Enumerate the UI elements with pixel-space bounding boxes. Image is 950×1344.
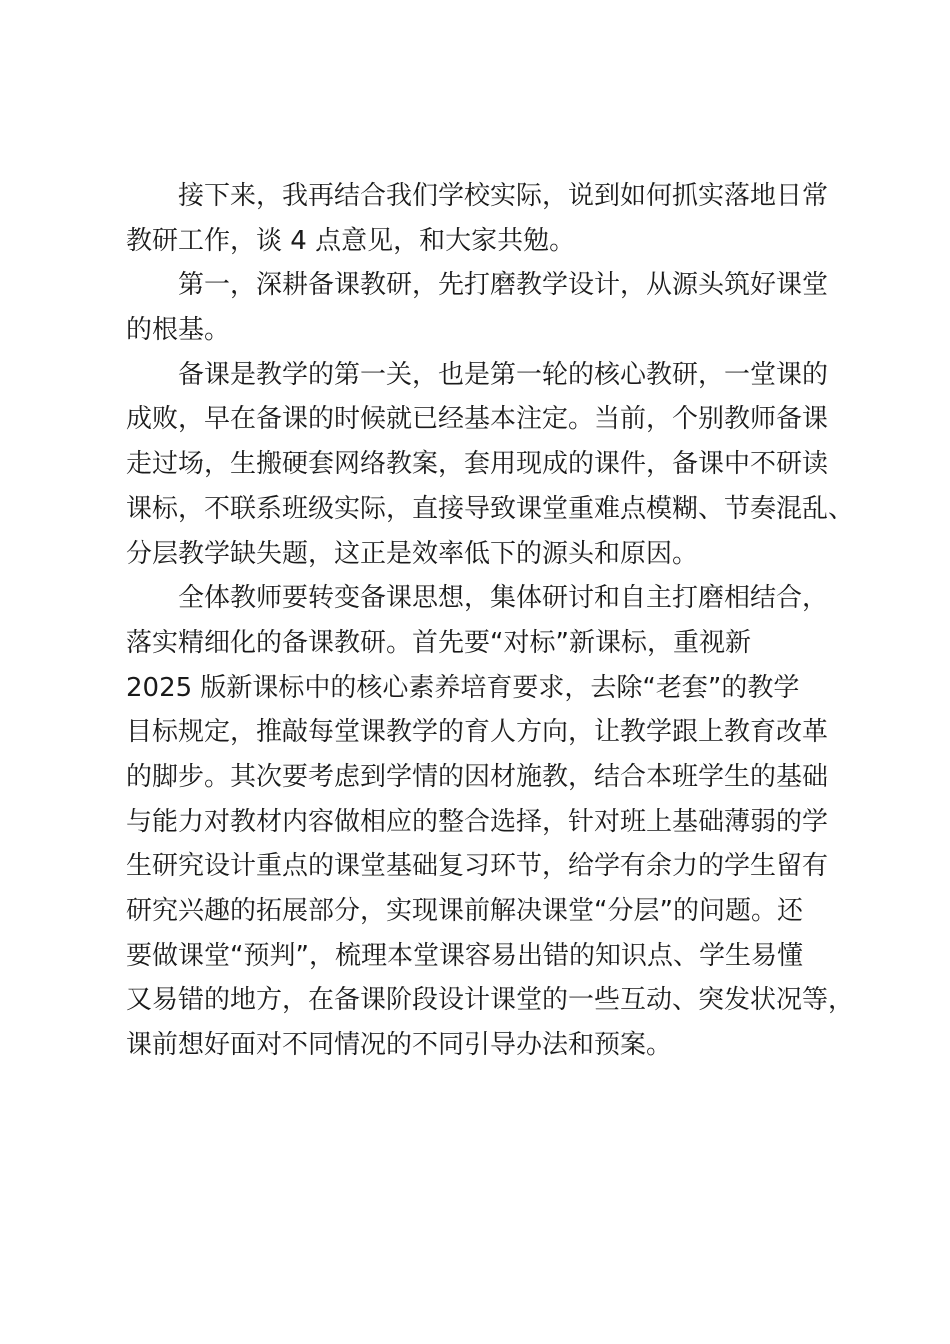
document-body: [126, 174, 858, 1068]
text-line: 的根基。: [126, 315, 231, 346]
text-line: 第一，深耕备课教研，先打磨教学设计，从源头筑好课堂: [178, 270, 829, 301]
text-line: 课标，不联系班级实际，直接导致课堂重难点模糊、节奏混乱、: [126, 493, 855, 524]
text-line: 课前想好面对不同情况的不同引导办法和预案。: [126, 1030, 673, 1061]
text-line: 教研工作，谈 4 点意见，和大家共勉。: [126, 225, 576, 256]
text-line: 分层教学缺失题，这正是效率低下的源头和原因。: [126, 538, 699, 569]
paragraph-intro: [126, 174, 858, 263]
text-line: 备课是教学的第一关，也是第一轮的核心教研，一堂课的: [178, 359, 829, 390]
text-line: 落实精细化的备课教研。首先要“对标”新课标，重视新: [126, 627, 751, 658]
paragraph-point-one-heading: [126, 263, 858, 352]
text-line: 的脚步。其次要考虑到学情的因材施教，结合本班学生的基础: [126, 761, 829, 792]
text-line: 成败，早在备课的时候就已经基本注定。当前，个别教师备课: [126, 404, 829, 435]
paragraph-lesson-prep-requirements: [126, 576, 858, 1068]
text-line: 走过场，生搬硬套网络教案，套用现成的课件，备课中不研读: [126, 449, 829, 480]
text-line: 又易错的地方，在备课阶段设计课堂的一些互动、突发状况等，: [126, 985, 855, 1016]
text-line: 目标规定，推敲每堂课教学的育人方向，让教学跟上教育改革: [126, 717, 829, 748]
text-line: 2025 版新课标中的核心素养培育要求，去除“老套”的教学: [126, 672, 800, 703]
text-line: 要做课堂“预判”，梳理本堂课容易出错的知识点、学生易懂: [126, 940, 803, 971]
text-line: 生研究设计重点的课堂基础复习环节，给学有余力的学生留有: [126, 851, 829, 882]
text-line: 与能力对教材内容做相应的整合选择，针对班上基础薄弱的学: [126, 806, 829, 837]
paragraph-lesson-prep-problem: [126, 353, 858, 576]
text-line: 接下来，我再结合我们学校实际，说到如何抓实落地日常: [178, 181, 829, 211]
text-line: 全体教师要转变备课思想，集体研讨和自主打磨相结合，: [178, 583, 829, 614]
text-line: 研究兴趣的拓展部分，实现课前解决课堂“分层”的问题。还: [126, 896, 803, 926]
